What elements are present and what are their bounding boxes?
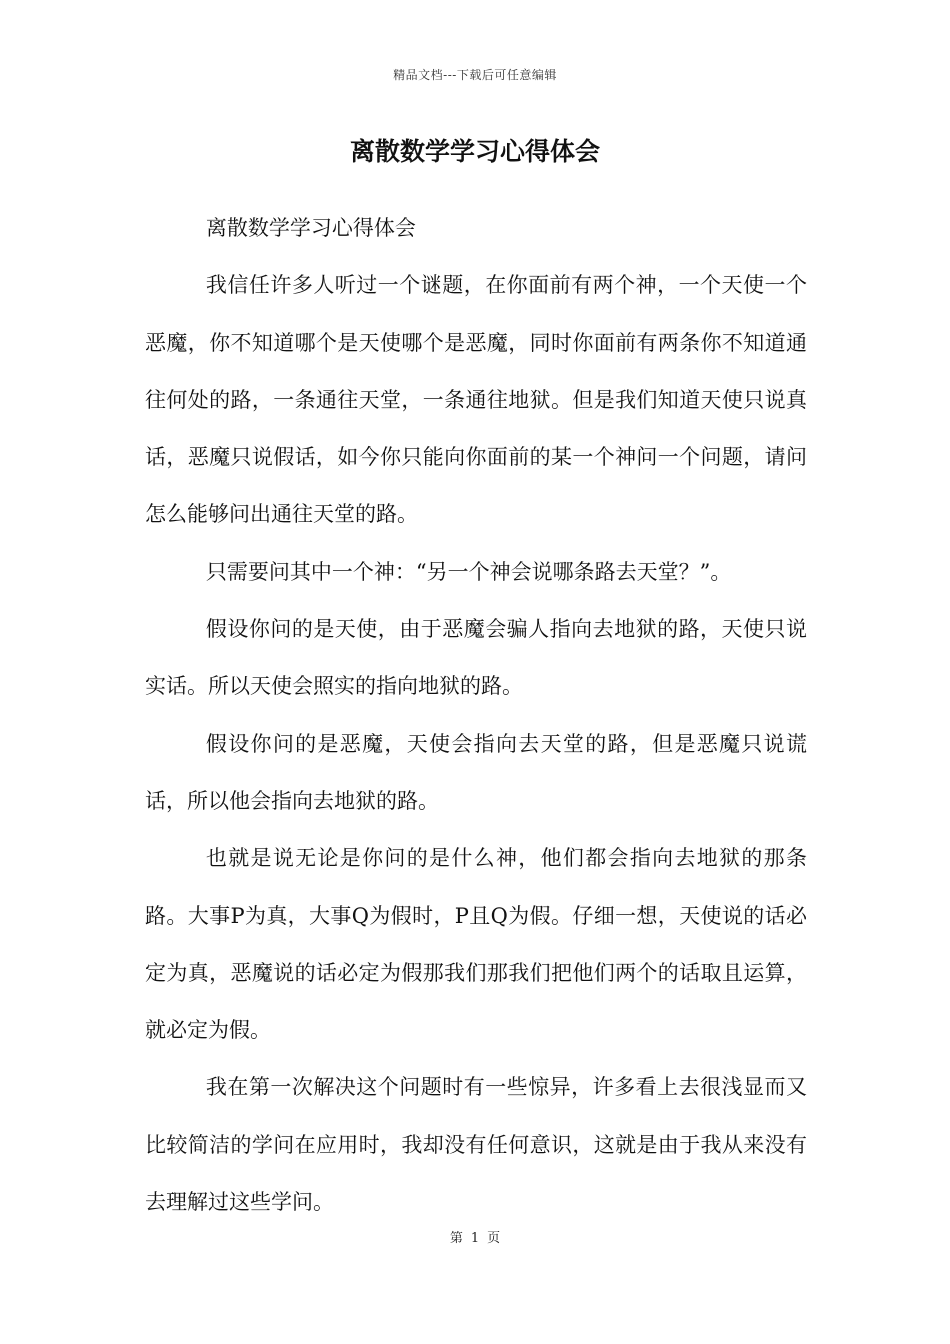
document-title: 离散数学学习心得体会 (349, 137, 600, 166)
page-number-footer (0, 1227, 950, 1246)
paragraph: 只需要问其中一个神：“另一个神会说哪条路去天堂？”。 (205, 559, 732, 584)
page-prefix: 第 (449, 1231, 463, 1246)
paragraph: 我信任许多人听过一个谜题，在你面前有两个神，一个天使一个恶魔，你不知道哪个是天使哪个是恶魔，同时你面前有两条你不知道通往何处的路，一条通往天堂，一条通往地狱。但是我们知道天使只说真话，恶魔只说假话，如今你只能向你面前的某一个神问一个问题，请问怎么能够问出通往天堂的路。 (145, 273, 807, 527)
page-suffix: 页 (487, 1231, 501, 1246)
paragraph: 假设你问的是天使，由于恶魔会骗人指向去地狱的路，天使只说实话。所以天使会照实的指向地狱的路。 (145, 617, 807, 699)
header-note: 精品文档---下载后可任意编辑 (393, 68, 557, 82)
paragraph: 假设你问的是恶魔，天使会指向去天堂的路，但是恶魔只说谎话，所以他会指向去地狱的路。 (145, 731, 807, 813)
paragraph: 离散数学学习心得体会 (205, 216, 416, 240)
page-number: 1 (470, 1231, 480, 1246)
paragraph: 我在第一次解决这个问题时有一些惊异，许多看上去很浅显而又比较简洁的学问在应用时，我却没有任何意识，这就是由于我从来没有去理解过这些学问。 (145, 1075, 807, 1215)
paragraph: 也就是说无论是你问的是什么神，他们都会指向去地狱的那条路。大事P为真，大事Q为假时，P且Q为假。仔细一想，天使说的话必定为真，恶魔说的话必定为假那我们那我们把他们两个的话取且运算，就必定为假。 (145, 846, 807, 1043)
document-body (145, 200, 807, 1231)
